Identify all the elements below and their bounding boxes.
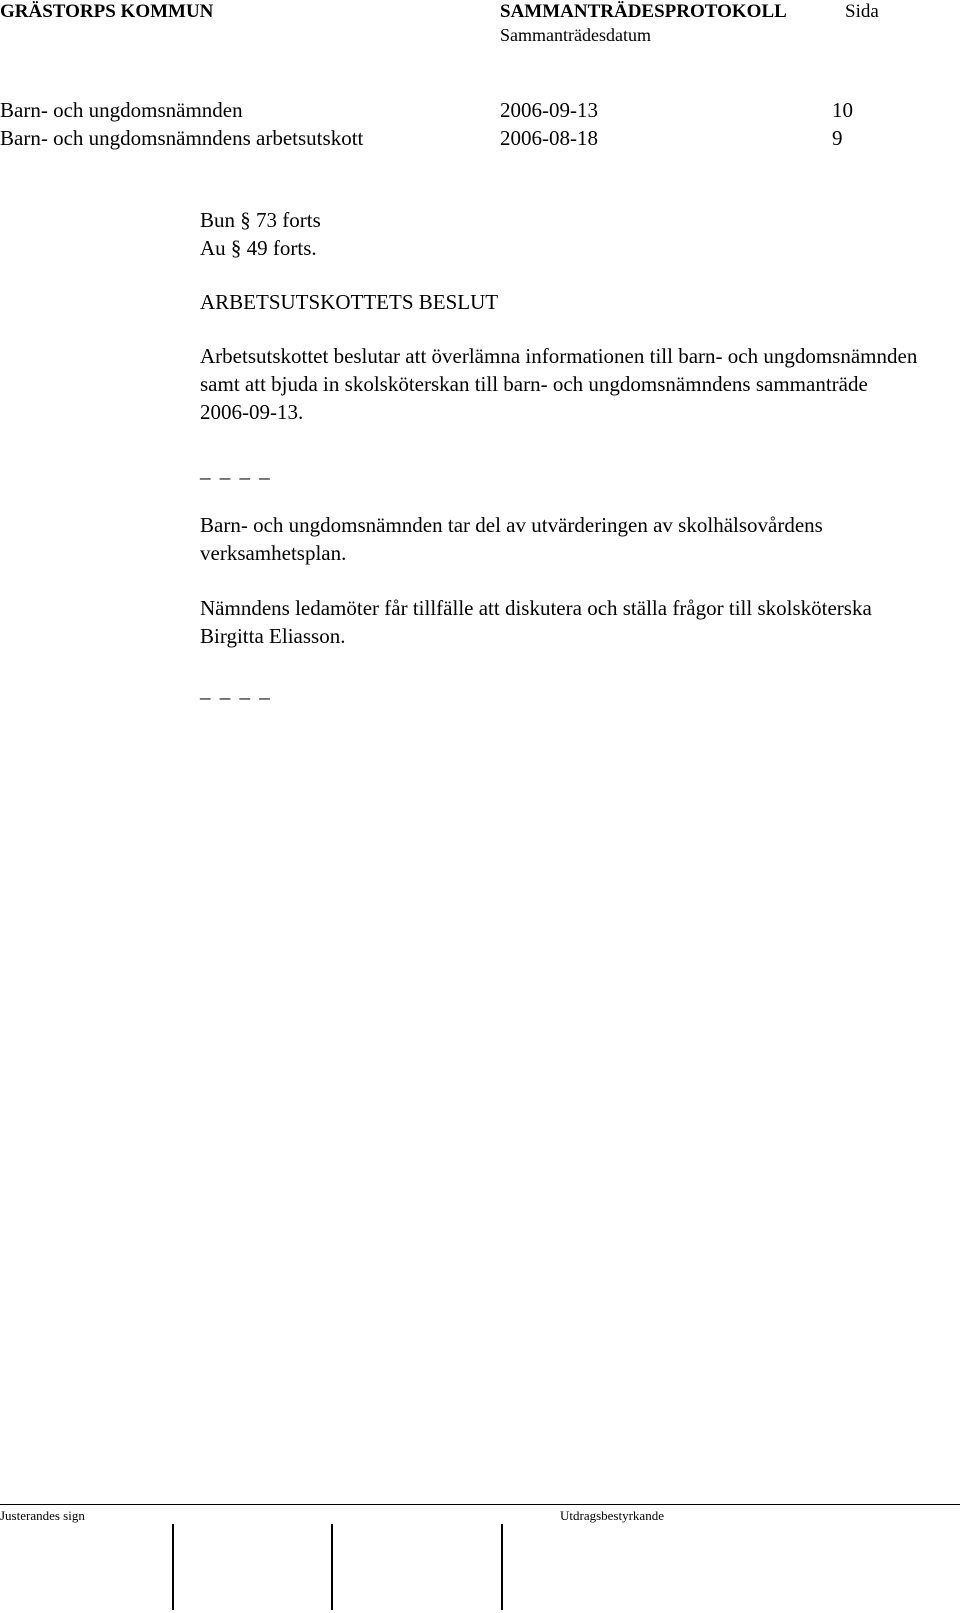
protocol-title: SAMMANTRÄDESPROTOKOLL [500,1,787,22]
meeting-body: Barn- och ungdomsnämndens arbetsutskott [0,126,364,150]
justerandes-sign-label: Justerandes sign [0,1508,85,1523]
decision-text: Arbetsutskottet beslutar att överlämna informationen till barn- och ungdomsnämnden samt att bjuda in skolsköterskan till barn- och ungdomsnämndens sammanträde 2006-09-13. [200,344,918,424]
meeting-date: 2006-09-13 [500,98,598,122]
signature-divider [172,1524,174,1610]
paragraph-evaluation: Barn- och ungdomsnämnden tar del av utvärderingen av skolhälsovårdens verksamhetsplan. [200,513,823,565]
separator: _ _ _ _ [200,458,272,482]
signature-divider [501,1524,503,1610]
decision-heading: ARBETSUTSKOTTETS BESLUT [200,290,499,314]
page-label: Sida [845,1,879,22]
meeting-body: Barn- och ungdomsnämnden [0,98,243,122]
separator: _ _ _ _ [200,678,272,702]
signature-divider [331,1524,333,1610]
municipality-name: GRÄSTORPS KOMMUN [0,1,214,22]
footer-rule [0,1504,960,1505]
utdragsbestyrkande-label: Utdragsbestyrkande [560,1508,664,1523]
paragraph-discussion: Nämndens ledamöter får tillfälle att diskutera och ställa frågor till skolsköterska Birgitta Eliasson. [200,596,872,648]
section-ref-au: Au § 49 forts. [200,236,317,260]
meeting-date-label: Sammanträdesdatum [500,25,651,45]
meeting-page: 9 [832,126,843,150]
meeting-page: 10 [832,98,853,122]
meeting-date: 2006-08-18 [500,126,598,150]
section-ref-bun: Bun § 73 forts [200,208,321,232]
